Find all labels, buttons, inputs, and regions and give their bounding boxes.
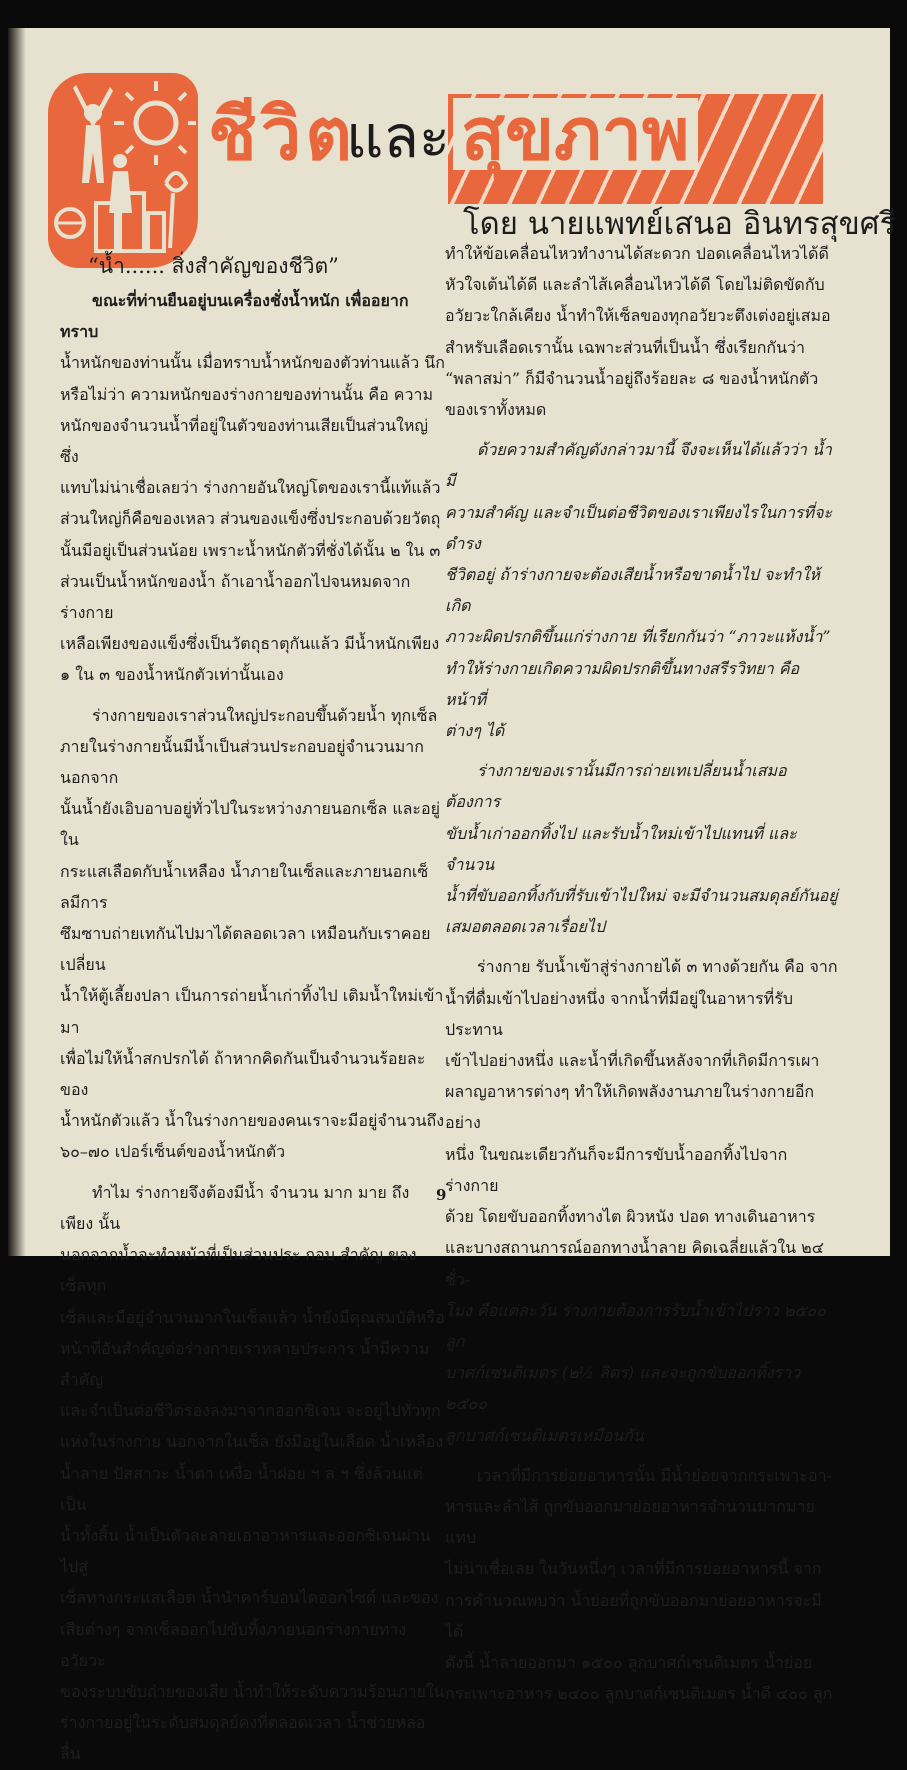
title-health: สุขภาพ bbox=[453, 98, 698, 170]
text-line: น้ำลาย ปัสสาวะ น้ำตา เหงื่อ น้ำฝอย ฯ ล ฯ ซึ่งล้วนแต่เป็น bbox=[60, 1463, 423, 1514]
text-line: เซ็ลและมีอยู่จำนวนมากในเซ็ลแล้ว น้ำยังมีคุณสมบัติหรือ bbox=[60, 1307, 445, 1327]
text-line: ภายในร่างกายนั้นมีน้ำเป็นส่วนประกอบอยู่จำนวนมาก นอกจาก bbox=[60, 736, 424, 788]
text-line: ร่างกายอยู่ในระดับสมดุลย์คงที่ตลอดเวลา น้ำช่วยหล่อลื่น bbox=[60, 1713, 426, 1764]
text-line: บาศก์เซนติเมตร (๒½ ลิตร) และจะถูกขับออกทิ้งราว ๒๕๐๐ bbox=[445, 1363, 801, 1414]
text-line: การคำนวณพบว่า น้ำย่อยที่ถูกขับออกมาย่อยอาหารจะมีได้ bbox=[445, 1590, 822, 1641]
text-line: น้ำให้ตู้เลี้ยงปลา เป็นการถ่ายน้ำเก่าทิ้งไป เติมน้ำใหม่เข้ามา bbox=[60, 986, 444, 1037]
text-line: ส่วนเป็นน้ำหนักของน้ำ ถ้าเอาน้ำออกไปจนหมดจากร่างกาย bbox=[60, 571, 411, 623]
article-column-left bbox=[60, 285, 445, 1770]
text-line: น้ำที่ดื่มเข้าไปอย่างหนึ่ง จากน้ำที่มีอยู่ในอาหารที่รับประทาน bbox=[445, 988, 793, 1039]
illustration-icon bbox=[48, 73, 198, 268]
text-line: กระเพาะอาหาร ๒๔๐๐ ลูกบาศก์เซนติเมตร น้ำดี ๔๐๐ ลูก bbox=[445, 1684, 833, 1704]
text-line: ชีวิตอยู่ ถ้าร่างกายจะต้องเสียน้ำหรือขาดน้ำไป จะทำให้เกิด bbox=[445, 565, 820, 616]
author-byline: โดย นายแพทย์เสนอ อินทรสุขศรี bbox=[463, 206, 897, 242]
text-line: หน้าที่อันสำคัญต่อร่างกายเราหลายประการ น้ำมีความสำคัญ bbox=[60, 1338, 430, 1389]
text-line: นั้นน้ำยังเอิบอาบอยู่ทั่วไปในระหว่างภายนอกเซ็ล และอยู่ใน bbox=[60, 799, 441, 850]
page-number: 9 bbox=[436, 1186, 447, 1204]
text-line: ทำให้ข้อเคลื่อนไหวทำงานได้สะดวก ปอดเคลื่อนไหวได้ดี bbox=[445, 244, 829, 263]
text-line: นอกจากน้ำจะทำหน้าที่เป็นส่วนประ กอบ สำคัญ ของ เซ็ลทุก bbox=[60, 1245, 417, 1296]
text-line: ขณะที่ท่านยืนอยู่บนเครื่องชั่งน้ำหนัก เพื่ออยากทราบ bbox=[60, 291, 409, 342]
text-line: น้ำหนักของท่านนั้น เมื่อทราบน้ำหนักของตัวท่านแล้ว นึก bbox=[60, 353, 445, 373]
article-column-right bbox=[445, 238, 840, 1709]
text-line: เพื่อไม่ให้น้ำสกปรกได้ ถ้าหากคิดกันเป็นจำนวนร้อยละของ bbox=[60, 1048, 426, 1100]
text-line: ทำไม ร่างกายจึงต้องมีน้ำ จำนวน มาก มาย ถึง เพียง นั้น bbox=[60, 1182, 410, 1233]
text-line: ภาวะผิดปรกติขึ้นแก่ร่างกาย ที่เรียกกันว่า “ภาวะแห้งน้ำ” bbox=[445, 627, 831, 647]
text-line: เซ็ลทางกระแสเลือด น้ำนำคาร์บอนไดออกไซด์ และของ bbox=[60, 1588, 439, 1608]
title-and: และ bbox=[346, 103, 451, 171]
text-line: นั้นมีอยู่เป็นส่วนน้อย เพราะน้ำหนักตัวที่ชั่งได้นั้น ๒ ใน ๓ bbox=[60, 540, 441, 560]
text-line: ลูกบาศก์เซนติเมตรเหมือนกัน bbox=[445, 1425, 644, 1445]
text-line: ความสำคัญ และจำเป็นต่อชีวิตของเราเพียงไรในการที่จะดำรง bbox=[445, 502, 833, 553]
text-line: ซึมซาบถ่ายเทกันไปมาได้ตลอดเวลา เหมือนกับเราคอยเปลี่ยน bbox=[60, 924, 431, 975]
text-line: เหลือเพียงของแข็งซึ่งเป็นวัตถุธาตุกันแล้ว มีน้ำหนักเพียง bbox=[60, 634, 440, 654]
text-line: กระแสเลือดกับน้ำเหลือง น้ำภายในเซ็ลและภายนอกเซ็ลมีการ bbox=[60, 861, 429, 912]
text-line: ผลาญอาหารต่างๆ ทำให้เกิดพลังงานภายในร่างกายอีกอย่าง bbox=[445, 1082, 815, 1133]
text-line: อวัยวะใกล้เคียง น้ำทำให้เซ็ลของทุกอวัยวะตึงเต่งอยู่เสมอ bbox=[445, 306, 831, 326]
text-line: และบางสถานการณ์ออกทางน้ำลาย คิดเฉลี่ยแล้วใน ๒๔ ชั่ว- bbox=[445, 1238, 824, 1289]
text-line: เข้าไปอย่างหนึ่ง และน้ำที่เกิดขึ้นหลังจากที่เกิดมีการเผา bbox=[445, 1051, 820, 1071]
text-line: โมง คือแต่ละวัน ร่างกายต้องการรับน้ำเข้าไปราว ๒๕๐๐ ลูก bbox=[445, 1300, 827, 1351]
text-line: น้ำหนักตัวแล้ว น้ำในร่างกายของคนเราจะมีอยู่จำนวนถึง bbox=[60, 1111, 445, 1131]
text-line: เวลาที่มีการย่อยอาหารนั้น มีน้ำย่อยจากกระเพาะอา- bbox=[477, 1465, 832, 1485]
text-line: ๑ ใน ๓ ของน้ำหนักตัวเท่านั้นเอง bbox=[60, 665, 284, 685]
text-line: ส่วนใหญ่ก็คือของเหลว ส่วนของแข็งซึ่งประกอบด้วยวัตถุ bbox=[60, 509, 441, 529]
text-line: ร่างกายของเราส่วนใหญ่ประกอบขึ้นด้วยน้ำ ทุกเซ็ล bbox=[92, 705, 438, 725]
text-line: สำหรับเลือดเรานั้น เฉพาะส่วนที่เป็นน้ำ ซึ่งเรียกกันว่า bbox=[445, 337, 806, 357]
text-line: หรือไม่ว่า ความหนักของร่างกายของท่านนั้น คือ ความ bbox=[60, 384, 433, 404]
text-line: ด้วยความสำคัญดังกล่าวมานี้ จึงจะเห็นได้แล้วว่า น้ำมี bbox=[445, 440, 832, 491]
text-line: ดังนี้ น้ำลายออกมา ๑๕๐๐ ลูกบาศก์เซนติเมตร น้ำย่อย bbox=[445, 1652, 813, 1672]
people-sun-medicine-illustration bbox=[48, 73, 198, 268]
text-line: ๖๐–๗๐ เปอร์เซ็นต์ของน้ำหนักตัว bbox=[60, 1142, 286, 1162]
text-line: หนึ่ง ในขณะเดียวกันก็จะมีการขับน้ำออกทิ้งไปจากร่างกาย bbox=[445, 1144, 788, 1195]
text-line: ด้วย โดยขับออกทิ้งทางไต ผิวหนัง ปอด ทางเดินอาหาร bbox=[445, 1207, 816, 1227]
title-life: ชีวิต bbox=[208, 92, 357, 176]
text-line: แทบไม่น่าเชื่อเลยว่า ร่างกายอันใหญ่โตของเรานี้แท้แล้ว bbox=[60, 478, 441, 498]
text-line: แห่งในร่างกาย นอกจากในเซ็ล ยังมีอยู่ในเลือด น้ำเหลือง bbox=[60, 1432, 444, 1452]
text-line: ขับน้ำเก่าออกทิ้งไป และรับน้ำใหม่เข้าไปแทนที่ และจำนวน bbox=[445, 823, 797, 874]
text-line: และจำเป็นต่อชีวิตรองลงมาจากออกซิเจน จะอยู่ไปทั่วทุก bbox=[60, 1401, 441, 1421]
text-line: ร่างกายของเรานั้นมีการถ่ายเทเปลี่ยนน้ำเสมอ ต้องการ bbox=[445, 761, 787, 812]
text-line: หารและลำไส้ ถูกขับออกมาย่อยอาหารจำนวนมากมายแทบ bbox=[445, 1496, 815, 1548]
text-line: ร่างกาย รับน้ำเข้าสู่ร่างกายได้ ๓ ทางด้วยกัน คือ จาก bbox=[477, 957, 838, 977]
text-line: ไม่น่าเชื่อเลย ในวันหนึ่งๆ เวลาที่มีการย่อยอาหารนี้ จาก bbox=[445, 1559, 822, 1579]
text-line: ของเราทั้งหมด bbox=[445, 400, 547, 420]
text-line: ต่างๆ ได้ bbox=[445, 721, 505, 741]
text-line: หนักของจำนวนน้ำที่อยู่ในตัวของท่านเสียเป็นส่วนใหญ่ ซึ่ง bbox=[60, 415, 429, 467]
text-line: น้ำที่ขับออกทิ้งกับที่รับเข้าไปใหม่ จะมีจำนวนสมดุลย์กันอยู่ bbox=[445, 886, 838, 906]
text-line: “พลาสม่า” ก็มีจำนวนน้ำอยู่ถึงร้อยละ ๘ ของน้ำหนักตัว bbox=[445, 368, 819, 388]
article-title: “น้ำ...... สิ่งสำคัญของชีวิต” bbox=[88, 254, 339, 278]
text-line: เสียต่างๆ จากเซ็ลออกไปขับทิ้งภายนอกร่างกายทางอวัยวะ bbox=[60, 1619, 407, 1670]
text-line: ของระบบขับถ่ายของเสีย น้ำทำให้ระดับความร้อนภายใน bbox=[60, 1681, 445, 1701]
text-line: ทำให้ร่างกายเกิดความผิดปรกติขึ้นทางสรีรวิทยา คือ หน้าที่ bbox=[445, 658, 800, 709]
text-line: หัวใจเต้นได้ดี และลำไส้เคลื่อนไหวได้ดี โดยไม่ติดขัดกับ bbox=[445, 275, 825, 295]
text-line: เสมอตลอดเวลาเรื่อยไป bbox=[445, 917, 606, 937]
text-line: น้ำทั้งสิ้น น้ำเป็นตัวละลายเอาอาหารและออกซิเจนผ่านไปสู่ bbox=[60, 1525, 431, 1577]
